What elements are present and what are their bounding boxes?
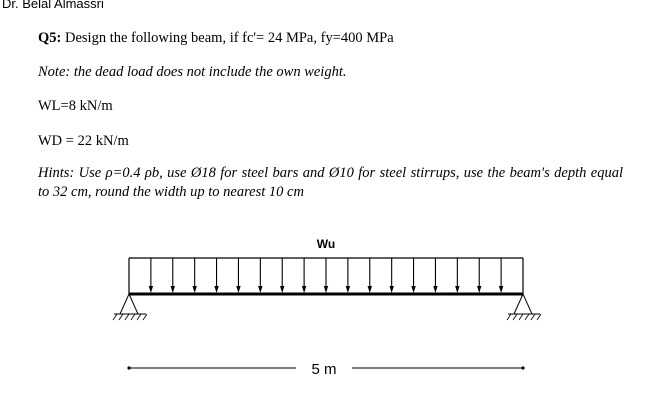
load-arrow: [149, 258, 153, 293]
load-arrow: [455, 258, 459, 293]
span-dimension: [127, 361, 524, 378]
load-arrow: [433, 258, 437, 293]
dimension-end-right: [521, 366, 524, 369]
author-name: Dr. Belal Almassri: [2, 0, 104, 11]
question-label: Q5:: [38, 30, 62, 46]
load-arrow: [171, 258, 175, 293]
dead-load-text: WD = 22 kN/m: [38, 133, 129, 149]
span-label: 5 m: [311, 361, 337, 378]
right-pin-support: [507, 294, 541, 320]
load-arrow: [302, 258, 306, 293]
load-arrow: [368, 258, 372, 293]
load-arrow: [477, 258, 481, 293]
note-text: Note: the dead load does not include the own weight.: [38, 64, 347, 80]
load-arrow: [280, 258, 284, 293]
load-arrow: [499, 258, 503, 293]
question-text: Design the following beam, if fc'= 24 MPa, fy=400 MPa: [61, 30, 394, 46]
load-arrow: [192, 258, 196, 293]
load-arrow: [258, 258, 262, 293]
load-arrow: [346, 258, 350, 293]
load-arrow: [389, 258, 393, 293]
hints-text: Hints: Use ρ=0.4 ρb, use Ø18 for steel bars and Ø10 for steel stirrups, use the beam's depth equal to 32 cm, round the width up to nearest 10 cm: [38, 165, 623, 200]
load-arrow: [411, 258, 415, 293]
load-arrow: [214, 258, 218, 293]
live-load-text: WL=8 kN/m: [38, 98, 113, 114]
beam-diagram: [0, 228, 653, 402]
load-arrow: [236, 258, 240, 293]
question-line: [38, 29, 394, 47]
load-arrows: [149, 258, 504, 293]
load-arrow: [324, 258, 328, 293]
dimension-end-left: [127, 366, 130, 369]
load-label: Wu: [316, 237, 336, 251]
left-pin-support: [113, 294, 147, 320]
